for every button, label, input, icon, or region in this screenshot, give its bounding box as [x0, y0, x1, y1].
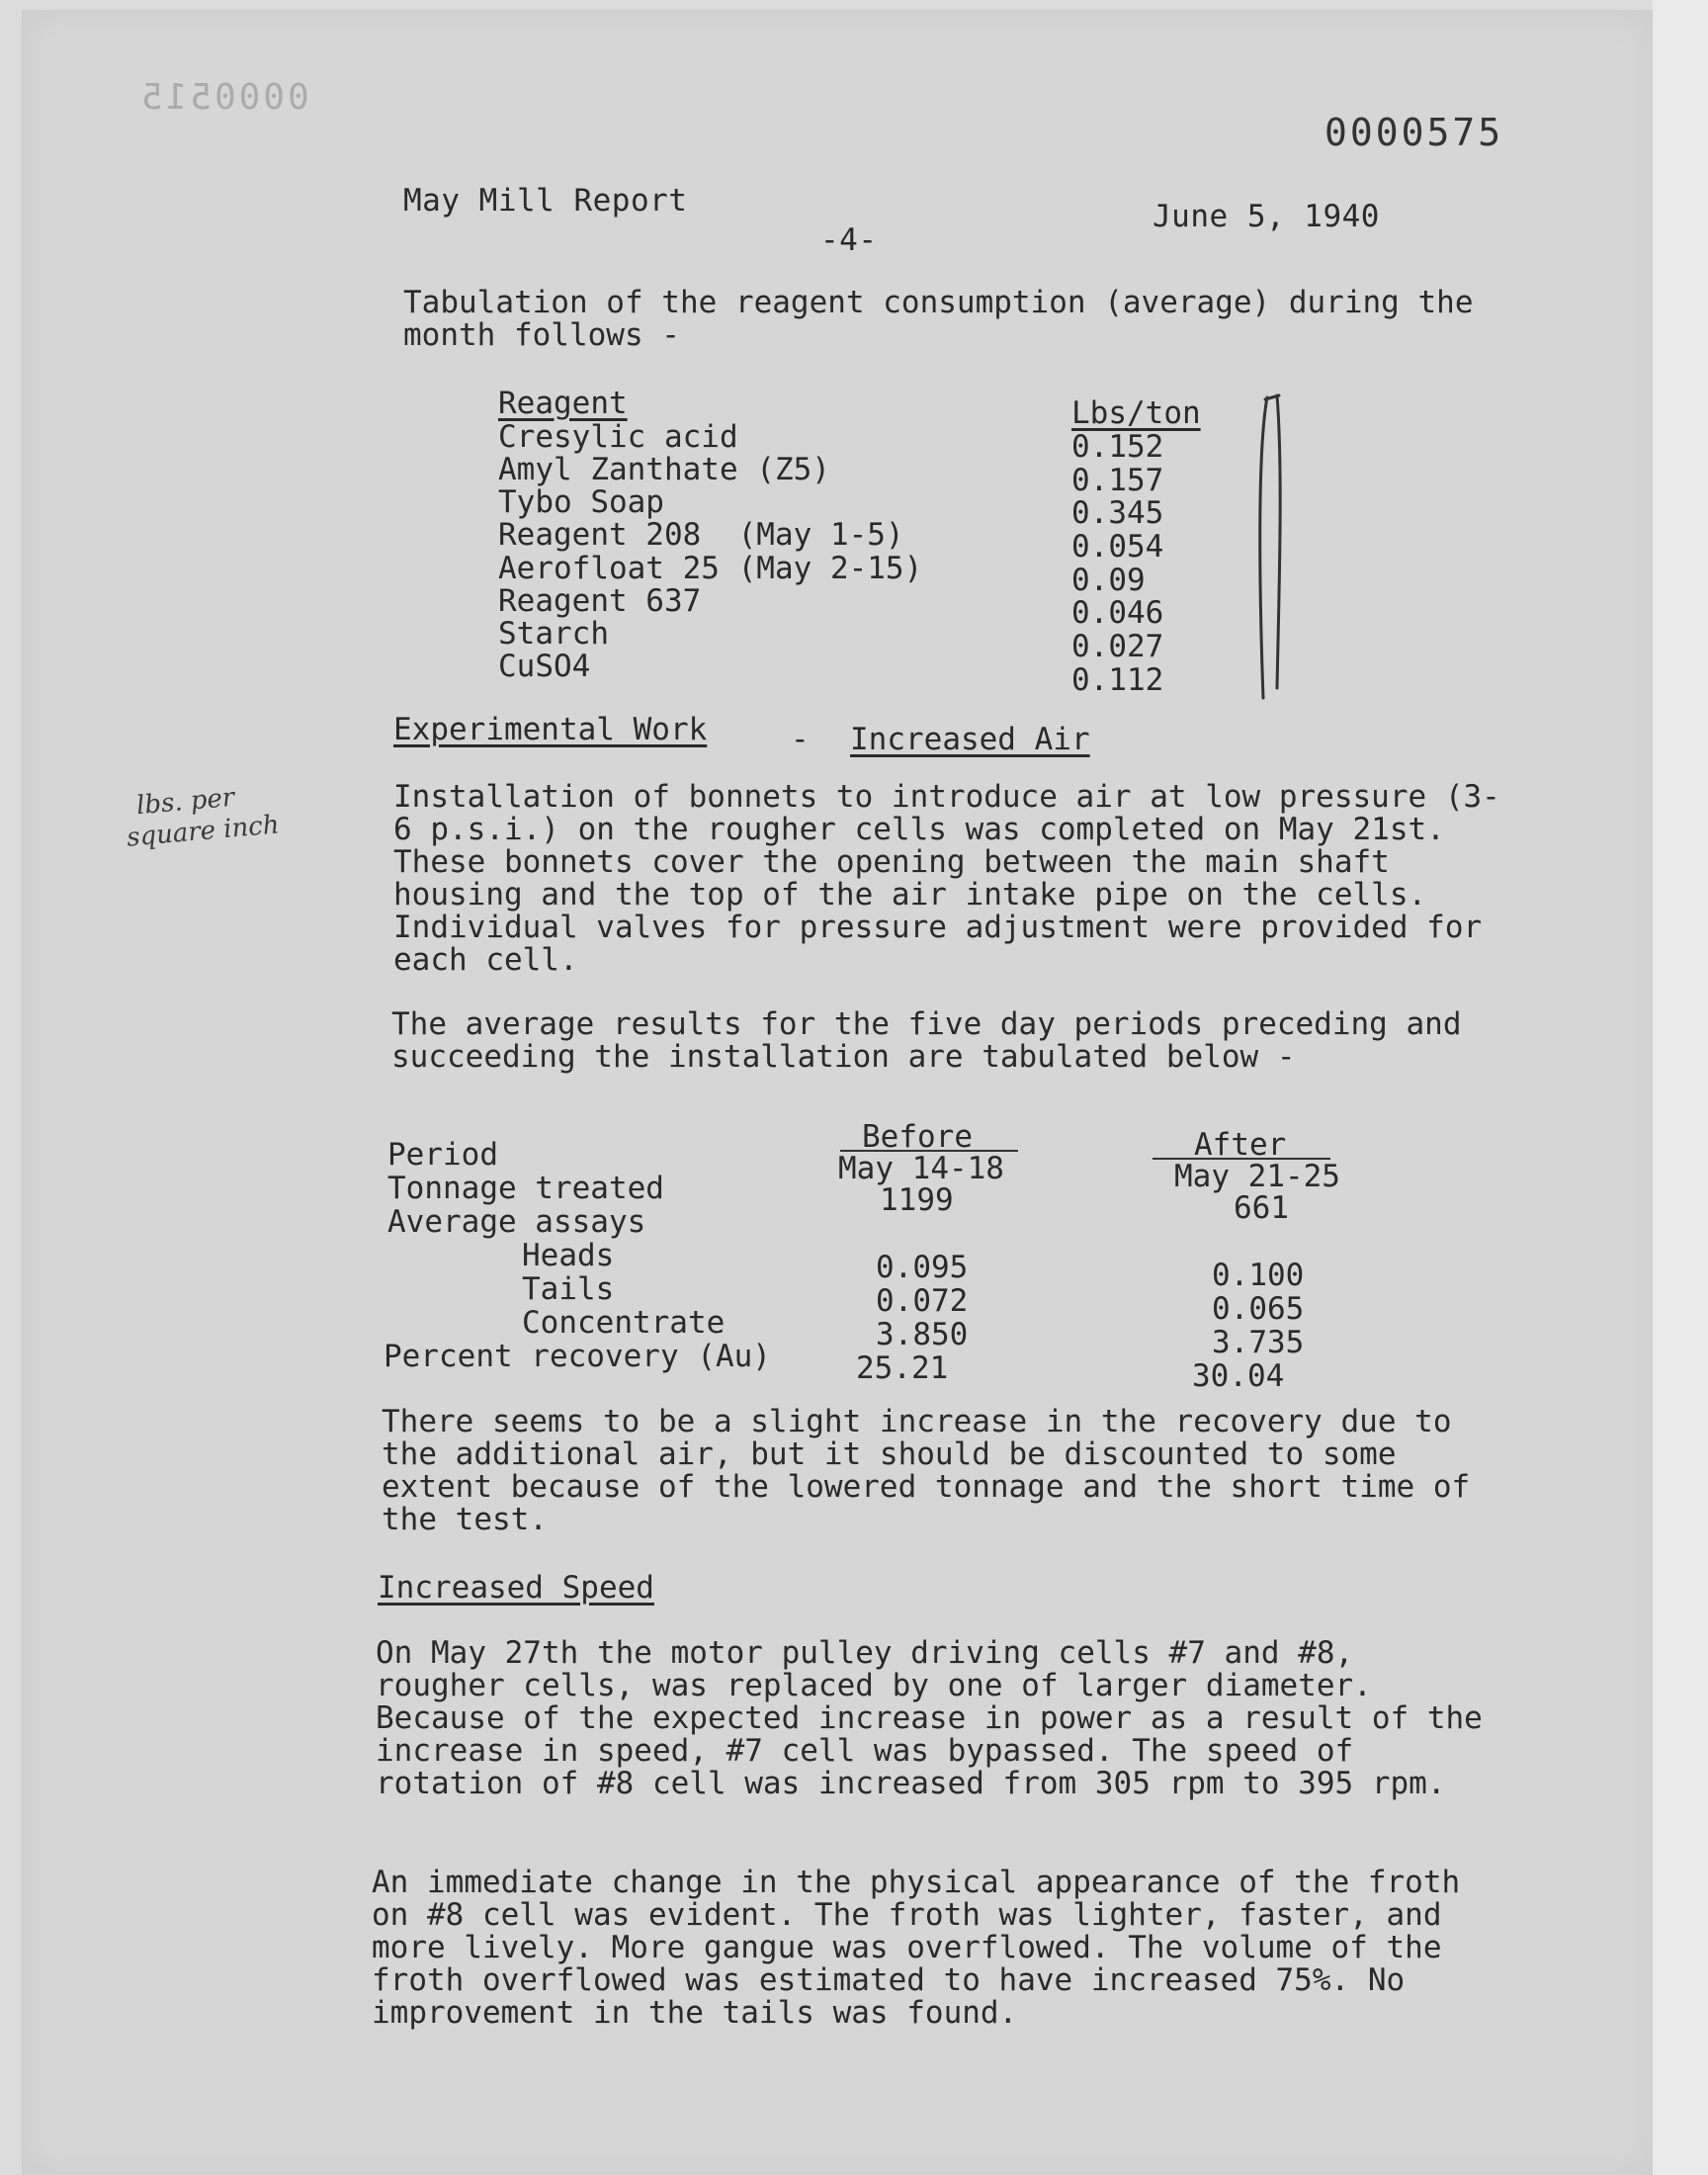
reagent-column-header: Reagent [498, 386, 628, 421]
faint-stamp-number: 0000515 [138, 77, 309, 118]
table-value: 25.21 [856, 1350, 949, 1386]
row-label: Concentrate [522, 1305, 726, 1341]
reagent-value: 0.054 [1071, 529, 1164, 565]
reagent-name: CuSO4 [498, 649, 591, 684]
row-label: Average assays [387, 1204, 646, 1240]
reagent-value: 0.09 [1071, 563, 1146, 598]
paragraph: The average results for the five day periods preceding and succeeding the installation are tabulated below - [391, 1006, 1462, 1075]
table-value: 1199 [880, 1182, 954, 1218]
section-heading-experimental-work: Experimental Work [393, 712, 708, 747]
report-title: May Mill Report [403, 183, 688, 218]
reagent-value: 0.345 [1071, 495, 1164, 531]
paragraph: On May 27th the motor pulley driving cells #7 and #8, rougher cells, was replaced by one of larger diameter. Because of the expected increase in power as a result of the increase in speed, #7 cell was bypassed. The speed of rotation of #8 cell was increased from 305 rpm to 395 rpm. [376, 1635, 1483, 1801]
handwritten-bracket-mark [1253, 392, 1293, 728]
reagent-value: 0.046 [1071, 595, 1164, 631]
reagent-value: 0.112 [1071, 662, 1164, 698]
reagent-value: 0.027 [1071, 629, 1164, 664]
margin-note: square inch [125, 810, 281, 853]
after-dates: May 21-25 [1174, 1159, 1340, 1194]
table-value: 3.850 [876, 1317, 969, 1352]
stamp-number: 0000575 [1324, 111, 1504, 154]
table-value: 3.735 [1212, 1325, 1305, 1360]
reagent-name: Reagent 637 [498, 583, 702, 619]
heading-dash: - [791, 722, 810, 757]
reagent-name: Tybo Soap [498, 484, 664, 520]
lbs-column-header: Lbs/ton [1071, 395, 1201, 431]
report-date: June 5, 1940 [1153, 199, 1380, 234]
reagent-name: Starch [498, 616, 609, 652]
margin-note: lbs. per [134, 782, 236, 822]
table-value: 0.095 [876, 1250, 969, 1285]
paragraph: Installation of bonnets to introduce air at low pressure (3-6 p.s.i.) on the rougher cells was completed on May 21st. These bonnets cover the opening between the main shaft housing and the top of the air intake pipe on the cells. Individual valves for pressure adjustment were provided for each cell. [393, 779, 1500, 978]
page-number: -4- [820, 222, 878, 258]
table-value: 0.100 [1212, 1258, 1305, 1293]
row-label: Tails [522, 1271, 615, 1307]
reagent-name: Cresylic acid [498, 419, 738, 455]
reagent-name: Aerofloat 25 (May 2-15) [498, 551, 923, 586]
row-label: Percent recovery (Au) [384, 1339, 771, 1374]
reagent-value: 0.152 [1071, 429, 1164, 465]
reagent-name: Reagent 208 (May 1-5) [498, 517, 904, 553]
paragraph: There seems to be a slight increase in the recovery due to the additional air, but it should be discounted to some extent because of the lowered tonnage and the short time of the test. [382, 1404, 1471, 1537]
section-heading-increased-speed: Increased Speed [378, 1570, 654, 1606]
row-label: Tonnage treated [387, 1171, 664, 1206]
after-column-label: After [1194, 1127, 1287, 1163]
table-value: 30.04 [1192, 1358, 1285, 1394]
paragraph: An immediate change in the physical appearance of the froth on #8 cell was evident. The froth was lighter, faster, and more lively. More gangue was overflowed. The volume of the froth overflowed was estimated to have increased 75%. No improvement in the tails was found. [372, 1865, 1461, 2031]
reagent-name: Amyl Zanthate (Z5) [498, 452, 830, 487]
row-label: Heads [522, 1238, 615, 1273]
reagent-value: 0.157 [1071, 463, 1164, 498]
table-value: 661 [1234, 1190, 1289, 1226]
page-edge [1653, 0, 1708, 2175]
table-value: 0.065 [1212, 1291, 1305, 1327]
before-dates: May 14-18 [838, 1151, 1004, 1186]
section-heading-increased-air: Increased Air [850, 722, 1090, 757]
intro-text: Tabulation of the reagent consumption (average) during the month follows - [403, 285, 1474, 353]
table-value: 0.072 [876, 1283, 969, 1319]
row-label: Period [387, 1137, 498, 1173]
before-column-label: Before [862, 1119, 973, 1155]
